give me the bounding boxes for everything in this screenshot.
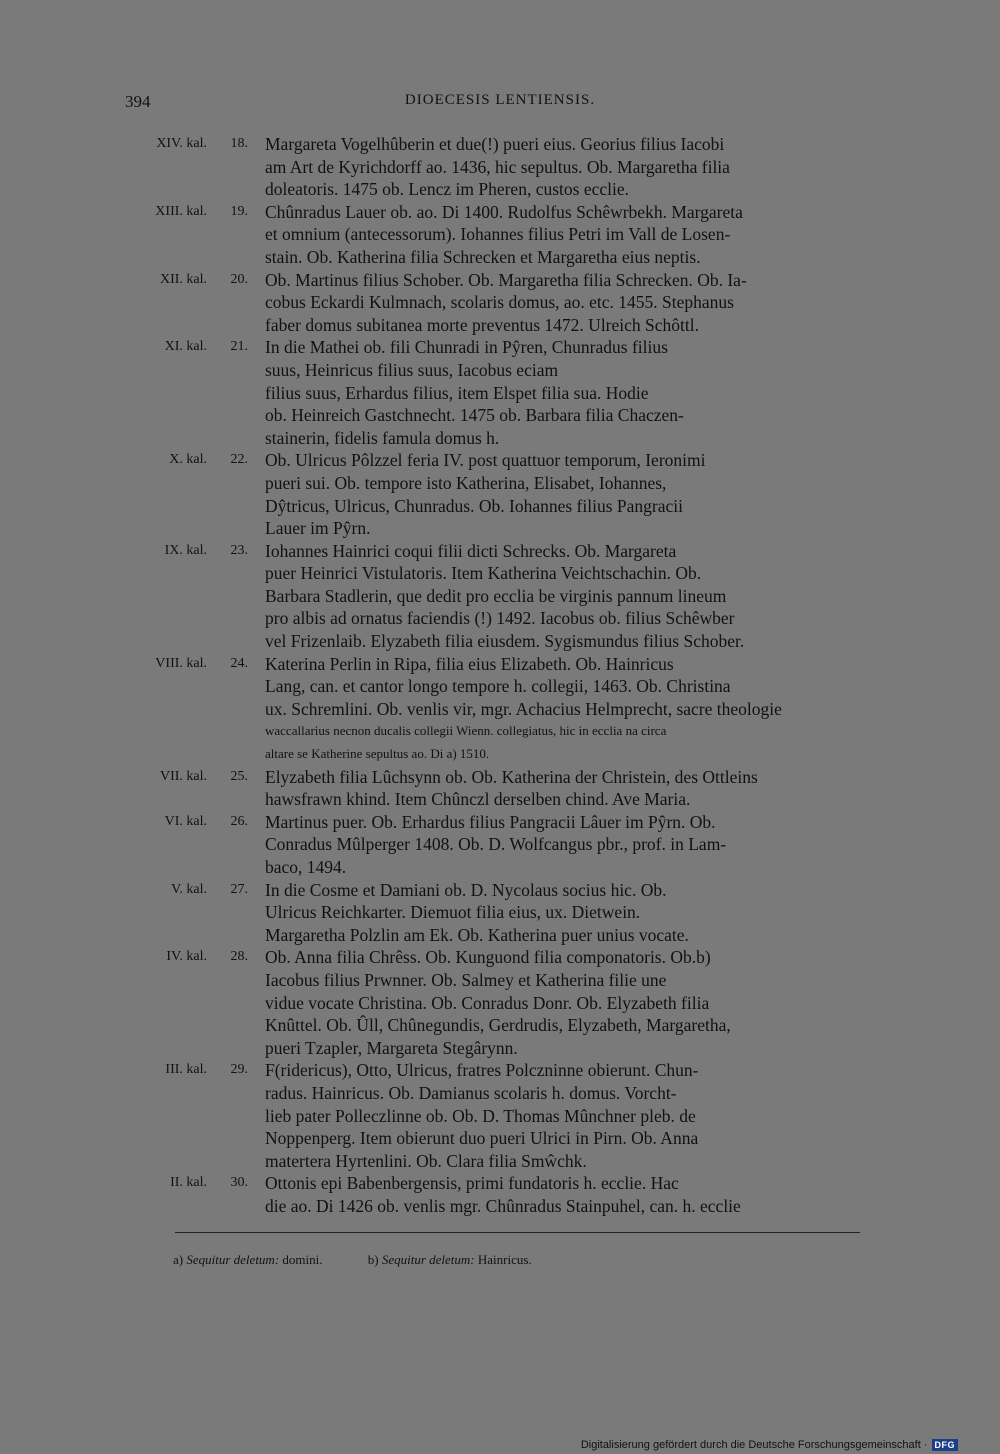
entry-text xyxy=(265,1172,862,1217)
text-line: In die Cosme et Damiani ob. D. Nycolaus socius hic. Ob. xyxy=(265,879,667,900)
small-text-line: waccallarius necnon ducalis collegii Wienn. collegiatus, hic in ecclia na circa xyxy=(265,723,667,739)
text-line: Margareta Vogelhûberin et due(!) pueri eius. Georius filius Iacobi xyxy=(265,134,725,154)
text-line: Ob. Ulricus Pôlzzel feria IV. post quattuor temporum, Ieronimi xyxy=(265,450,706,471)
text-line: Elyzabeth filia Lûchsynn ob. Ob. Katherina der Christein, des Ottleins xyxy=(265,766,758,787)
calendar-entry xyxy=(0,201,1000,269)
kalends-label: III. kal. xyxy=(165,1062,207,1078)
kalends-label: X. kal. xyxy=(169,452,207,468)
day-number: 25. xyxy=(230,768,248,784)
text-line: radus. Hainricus. Ob. Damianus scolaris h. domus. Vorcht- xyxy=(265,1082,677,1103)
day-number: 18. xyxy=(230,136,248,151)
text-line: Lauer im Pŷrn. xyxy=(265,518,371,539)
kalends-label: XII. kal. xyxy=(159,271,207,287)
calendar-entry xyxy=(0,269,1000,337)
day-number: 27. xyxy=(230,881,248,897)
text-line: pro albis ad ornatus faciendis (!) 1492. Iacobus ob. filius Schêwber xyxy=(265,608,735,629)
footnote-a: a) Sequitur deletum: domini. xyxy=(173,1252,323,1267)
text-line: Ob. Martinus filius Schober. Ob. Margaretha filia Schrecken. Ob. Ia- xyxy=(265,269,747,290)
footnotes xyxy=(173,1252,574,1268)
calendar-entry xyxy=(0,336,1000,449)
kalends-label: II. kal. xyxy=(170,1175,207,1191)
text-line: Ob. Anna filia Chrêss. Ob. Kunguond filia componatoris. Ob.b) xyxy=(265,947,711,968)
text-line: Dŷtricus, Ulricus, Chunradus. Ob. Iohannes filius Pangracii xyxy=(265,495,683,516)
text-line: stain. Ob. Katherina filia Schrecken et Margaretha eius neptis. xyxy=(265,246,701,267)
small-text-line: altare se Katherine sepultus ao. Di a) 1510. xyxy=(265,746,490,762)
digitization-credit xyxy=(581,1439,958,1451)
entry-text xyxy=(265,336,862,449)
calendar-entry xyxy=(0,1059,1000,1172)
calendar-entry xyxy=(0,1172,1000,1217)
calendar-entry xyxy=(0,133,1000,201)
entry-text xyxy=(265,449,862,539)
credit-text: Digitalisierung gefördert durch die Deutsche Forschungsgemeinschaft · xyxy=(580,1439,928,1451)
text-line: ux. Schremlini. Ob. venlis vir, mgr. Achacius Helmprecht, sacre theologie xyxy=(265,698,782,719)
dfg-logo-icon: DFG xyxy=(932,1439,959,1451)
text-line: Barbara Stadlerin, que dedit pro ecclia be virginis pannum lineum xyxy=(265,585,727,606)
calendar-entry xyxy=(0,653,1000,766)
text-line: Katerina Perlin in Ripa, filia eius Elizabeth. Ob. Hainricus xyxy=(265,653,674,674)
calendar-entry xyxy=(0,811,1000,879)
entry-text xyxy=(265,766,862,811)
day-number: 22. xyxy=(230,452,248,468)
text-line: matertera Hyrtenlini. Ob. Clara filia Smŵchk. xyxy=(265,1150,587,1171)
text-line: Iacobus filius Prwnner. Ob. Salmey et Katherina filie une xyxy=(265,969,667,990)
text-line: ob. Heinreich Gastchnecht. 1475 ob. Barbara filia Chaczen- xyxy=(265,405,684,426)
kalends-label: VII. kal. xyxy=(159,768,207,784)
entry-text xyxy=(265,133,862,201)
kalends-label: V. kal. xyxy=(171,881,207,897)
page-number: 394 xyxy=(125,92,151,111)
text-line: baco, 1494. xyxy=(265,857,347,877)
day-number: 23. xyxy=(230,542,248,558)
entry-text xyxy=(265,653,862,766)
calendar-entry xyxy=(0,946,1000,1059)
text-line: Ulricus Reichkarter. Diemuot filia eius, ux. Dietwein. xyxy=(265,902,641,923)
footnote-divider xyxy=(175,1232,860,1233)
day-number: 20. xyxy=(230,271,248,287)
text-line: Noppenperg. Item obierunt duo pueri Ulrici in Pirn. Ob. Anna xyxy=(265,1128,699,1149)
calendar-entry xyxy=(0,766,1000,811)
text-line: Martinus puer. Ob. Erhardus filius Pangracii Lâuer im Pŷrn. Ob. xyxy=(265,811,716,832)
text-line: Iohannes Hainrici coqui filii dicti Schrecks. Ob. Margareta xyxy=(265,540,677,561)
day-number: 28. xyxy=(230,949,248,965)
text-line: die ao. Di 1426 ob. venlis mgr. Chûnradus Stainpuhel, can. h. ecclie xyxy=(265,1195,741,1216)
text-line: F(ridericus), Otto, Ulricus, fratres Polczninne obierunt. Chun- xyxy=(265,1060,699,1081)
day-number: 26. xyxy=(230,813,248,829)
text-line: vidue vocate Christina. Ob. Conradus Donr. Ob. Elyzabeth filia xyxy=(265,992,710,1013)
kalends-label: XIV. kal. xyxy=(156,136,207,151)
day-number: 24. xyxy=(230,655,248,671)
text-line: lieb pater Polleczlinne ob. Ob. D. Thomas Mûnchner pleb. de xyxy=(265,1105,696,1126)
day-number: 21. xyxy=(230,339,248,355)
text-line: doleatoris. 1475 ob. Lencz im Pheren, custos ecclie. xyxy=(265,179,629,200)
text-line: Lang, can. et cantor longo tempore h. collegii, 1463. Ob. Christina xyxy=(265,676,731,697)
entry-text xyxy=(265,946,862,1059)
entry-text xyxy=(265,879,862,947)
kalends-label: VI. kal. xyxy=(164,813,207,829)
footnote-b: b) Sequitur deletum: Hainricus. xyxy=(367,1252,532,1267)
text-line: am Art de Kyrichdorff ao. 1436, hic sepultus. Ob. Margaretha filia xyxy=(265,156,730,177)
entry-text xyxy=(265,540,862,653)
kalends-label: IV. kal. xyxy=(166,949,207,965)
entry-text xyxy=(265,811,862,879)
text-line: puer Heinrici Vistulatoris. Item Katherina Veichtschachin. Ob. xyxy=(265,563,702,584)
running-head: DIOECESIS LENTIENSIS. xyxy=(404,92,596,108)
kalends-label: XI. kal. xyxy=(164,339,207,355)
text-line: Margaretha Polzlin am Ek. Ob. Katherina puer unius vocate. xyxy=(265,924,689,945)
calendar-entry xyxy=(0,879,1000,947)
text-line: stainerin, fidelis famula domus h. xyxy=(265,427,500,448)
text-line: suus, Heinricus filius suus, Iacobus eciam xyxy=(265,359,559,380)
kalends-label: IX. kal. xyxy=(164,542,207,558)
calendar-entry xyxy=(0,540,1000,653)
text-line: hawsfrawn khind. Item Chûnczl derselben chind. Ave Maria. xyxy=(265,789,691,810)
text-line: In die Mathei ob. fili Chunradi in Pŷren, Chunradus filius xyxy=(265,337,668,358)
text-line: cobus Eckardi Kulmnach, scolaris domus, ao. etc. 1455. Stephanus xyxy=(265,292,734,313)
day-number: 19. xyxy=(230,203,248,219)
day-number: 29. xyxy=(230,1062,248,1078)
text-line: filius suus, Erhardus filius, item Elspet filia sua. Hodie xyxy=(265,382,649,403)
text-line: Chûnradus Lauer ob. ao. Di 1400. Rudolfus Schêwrbekh. Margareta xyxy=(265,201,743,222)
entry-text xyxy=(265,201,862,269)
text-line: pueri Tzapler, Margareta Stegârynn. xyxy=(265,1037,518,1058)
text-line: et omnium (antecessorum). Iohannes filius Petri im Vall de Losen- xyxy=(265,224,731,245)
kalends-label: XIII. kal. xyxy=(155,203,207,219)
text-line: Knûttel. Ob. Ûll, Chûnegundis, Gerdrudis, Elyzabeth, Margaretha, xyxy=(265,1015,731,1036)
text-line: vel Frizenlaib. Elyzabeth filia eiusdem. Sygismundus filius Schober. xyxy=(265,631,745,652)
calendar-entries xyxy=(0,133,1000,1218)
text-line: Ottonis epi Babenbergensis, primi fundatoris h. ecclie. Hac xyxy=(265,1173,679,1194)
kalends-label: VIII. kal. xyxy=(155,655,207,671)
text-line: faber domus subitanea morte preventus 1472. Ulreich Schôttl. xyxy=(265,314,699,335)
text-line: pueri sui. Ob. tempore isto Katherina, Elisabet, Iohannes, xyxy=(265,472,667,493)
day-number: 30. xyxy=(230,1175,248,1191)
entry-text xyxy=(265,1059,862,1172)
entry-text xyxy=(265,269,862,337)
text-line: Conradus Mûlperger 1408. Ob. D. Wolfcangus pbr., prof. in Lam- xyxy=(265,834,727,855)
calendar-entry xyxy=(0,449,1000,539)
